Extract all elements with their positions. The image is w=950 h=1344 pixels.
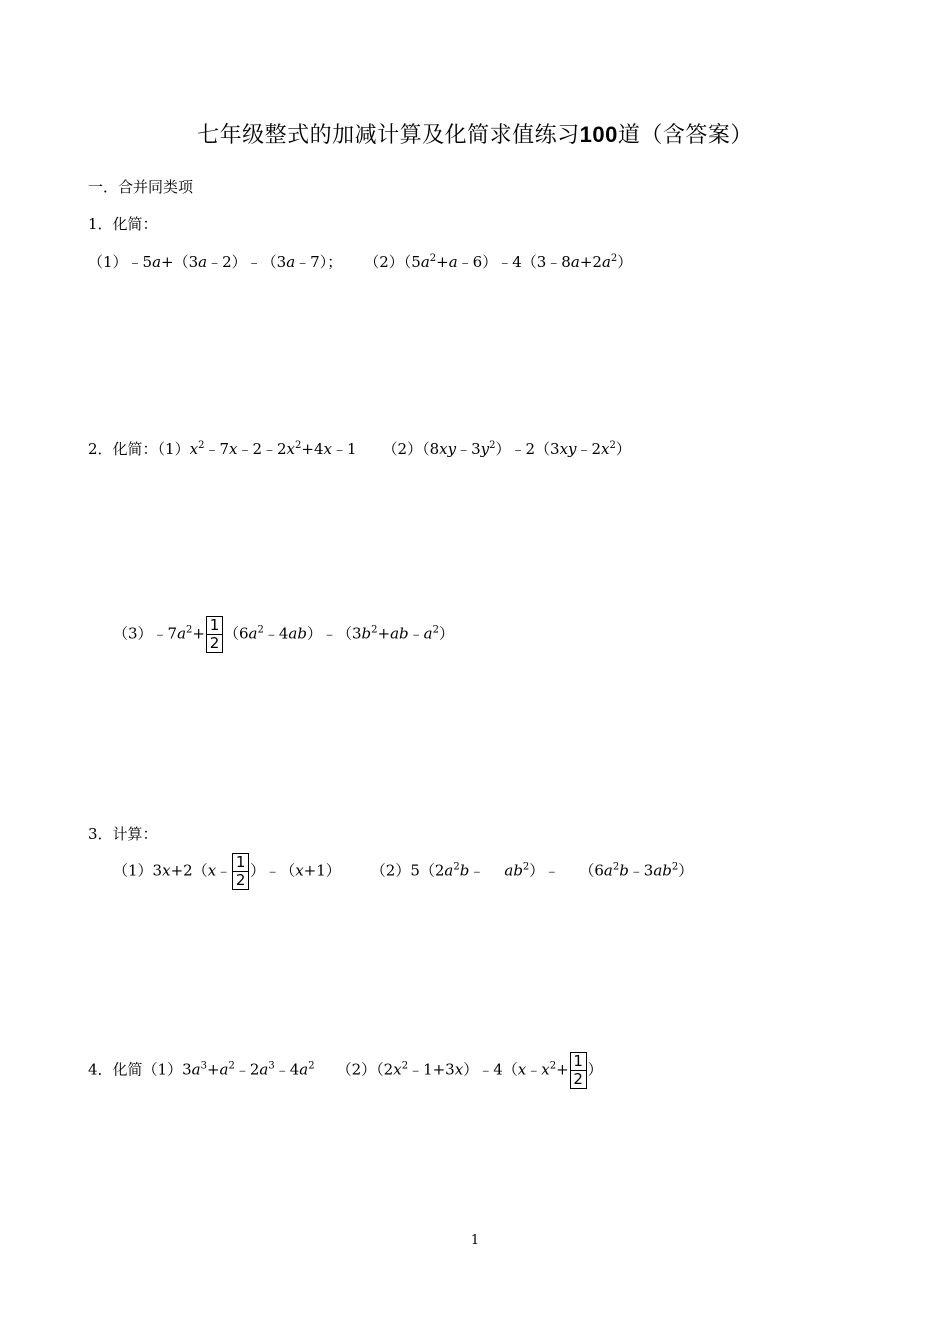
question-3-label: 3．计算： — [88, 825, 158, 843]
fraction-one-half: $\frac{1}{2}$ — [206, 616, 223, 653]
fraction-one-half: $\frac{1}{2}$ — [232, 853, 249, 890]
question-2-label: 2．化简： — [88, 440, 158, 458]
page-number: 1 — [470, 1233, 480, 1248]
question-2-expressions: 2．化简：$(1)x^2﹣7x﹣2﹣2x^2+4x﹣1$ $(2)(8xy﹣3y^2)﹣2(3xy﹣2x^2)$ — [88, 440, 631, 458]
question-4-label: 4．化简 — [88, 1060, 143, 1079]
question-1-expressions: （1）﹣5a+（3a﹣2）﹣（3a﹣7）； $(2)(5a^2+a﹣6)﹣4(3﹣8a+2a^2)$ — [88, 253, 633, 271]
question-1-label: 1．化简： — [88, 215, 158, 233]
page-title: 七年级整式的加减计算及化简求值练习100道（含答案） — [197, 122, 753, 148]
question-4-expressions: 4．化简$(1)3a^3+a^2﹣2a^3﹣4a^2$ $(2)(2x^2﹣1+3x)﹣4(x﹣x^2+$ $\frac{1}{2}$ ） — [88, 1052, 603, 1088]
section-heading: 一．合并同类项 — [88, 178, 194, 196]
question-2-part-3: $(3)﹣7a^2+$ $\frac{1}{2}$ $(6a^2﹣4ab)﹣(3b^2+ab﹣a^2)$ — [113, 616, 454, 652]
question-3-expressions: （1）3x+2（x﹣ $\frac{1}{2}$ ）﹣（x+1） $(2)5(2a^2b﹣$ $ab^2)﹣$ $(6a^2b﹣3ab^2)$ — [113, 853, 694, 889]
fraction-one-half: $\frac{1}{2}$ — [570, 1052, 587, 1089]
